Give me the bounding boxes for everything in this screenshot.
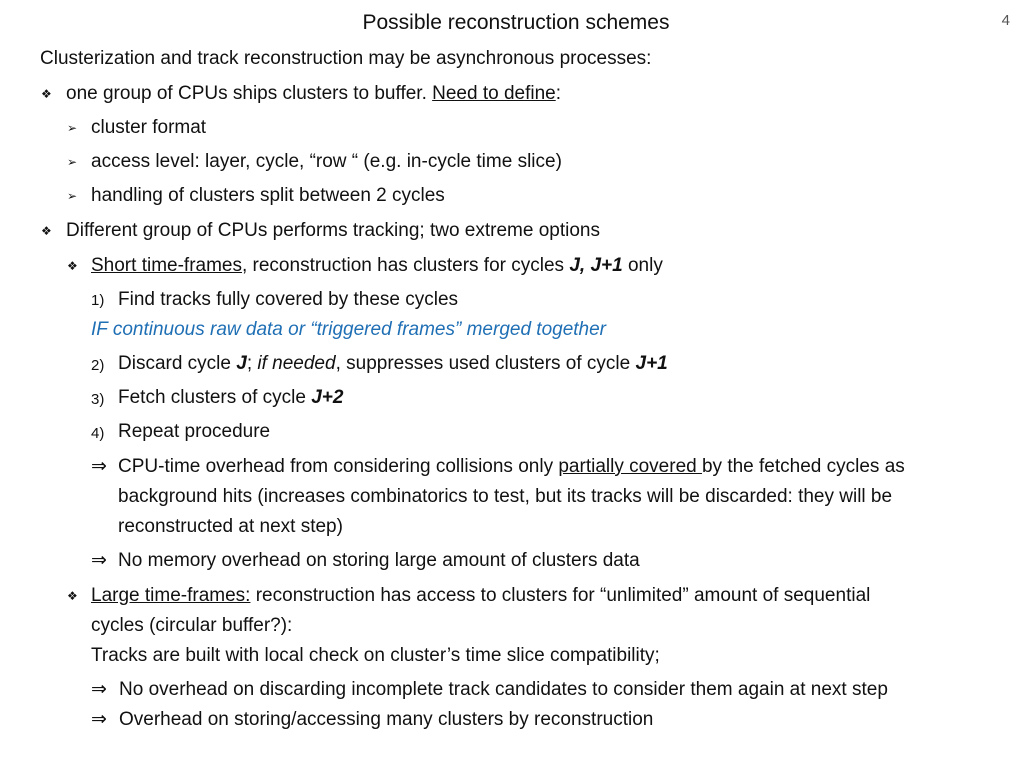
arrowhead-bullet-icon: ➢ [67, 155, 78, 169]
step-number: 2) [91, 357, 105, 374]
step-number: 1) [91, 292, 105, 309]
intro-text: Clusterization and track reconstruction may be asynchronous processes: [40, 48, 652, 69]
step-text: Repeat procedure [118, 421, 271, 442]
implies-arrow-icon: ⇒ [91, 679, 107, 700]
large-time-frames-text: Tracks are built with local check on cluster’s time slice compatibility; [91, 645, 660, 666]
diamond-bullet-icon: ❖ [67, 589, 78, 603]
diamond-bullet-icon: ❖ [41, 224, 52, 238]
short-time-frames-item: Short time-frames, reconstruction has clusters for cycles J, J+1 only [91, 255, 663, 276]
step-number: 4) [91, 425, 105, 442]
bullet-item: Different group of CPUs performs tracking; two extreme options [66, 220, 600, 241]
implies-arrow-icon: ⇒ [91, 550, 107, 571]
implication-text: background hits (increases combinatorics to test, but its tracks will be discarded: they will be [118, 486, 893, 507]
arrowhead-bullet-icon: ➢ [67, 189, 78, 203]
implication-text: No overhead on discarding incomplete track candidates to consider them again at next step [119, 679, 888, 700]
sub-bullet-item: access level: layer, cycle, “row “ (e.g. in-cycle time slice) [91, 151, 562, 172]
step-text: Fetch clusters of cycle J+2 [118, 387, 344, 408]
sub-bullet-item: cluster format [91, 117, 207, 138]
arrowhead-bullet-icon: ➢ [67, 121, 78, 135]
implication-text: No memory overhead on storing large amount of clusters data [118, 550, 640, 571]
implies-arrow-icon: ⇒ [91, 456, 107, 477]
step-number: 3) [91, 391, 105, 408]
sub-bullet-item: handling of clusters split between 2 cycles [91, 185, 445, 206]
bullet-item: one group of CPUs ships clusters to buffer. Need to define: [66, 83, 561, 104]
implication-text: reconstructed at next step) [118, 516, 343, 537]
large-time-frames-item: Large time-frames: reconstruction has access to clusters for “unlimited” amount of sequential [91, 585, 871, 606]
implication-text: Overhead on storing/accessing many clusters by reconstruction [119, 709, 654, 730]
step-text: Discard cycle J; if needed, suppresses used clusters of cycle J+1 [118, 353, 668, 374]
implication-text: CPU-time overhead from considering collisions only partially covered by the fetched cycles as [118, 456, 905, 477]
diamond-bullet-icon: ❖ [67, 259, 78, 273]
implies-arrow-icon: ⇒ [91, 709, 107, 730]
slide-title: Possible reconstruction schemes [362, 11, 670, 34]
diamond-bullet-icon: ❖ [41, 87, 52, 101]
step-text: Find tracks fully covered by these cycles [118, 289, 459, 310]
page-number: 4 [1001, 12, 1010, 29]
note-text: IF continuous raw data or “triggered frames” merged together [91, 319, 607, 340]
large-time-frames-text: cycles (circular buffer?): [91, 615, 293, 636]
